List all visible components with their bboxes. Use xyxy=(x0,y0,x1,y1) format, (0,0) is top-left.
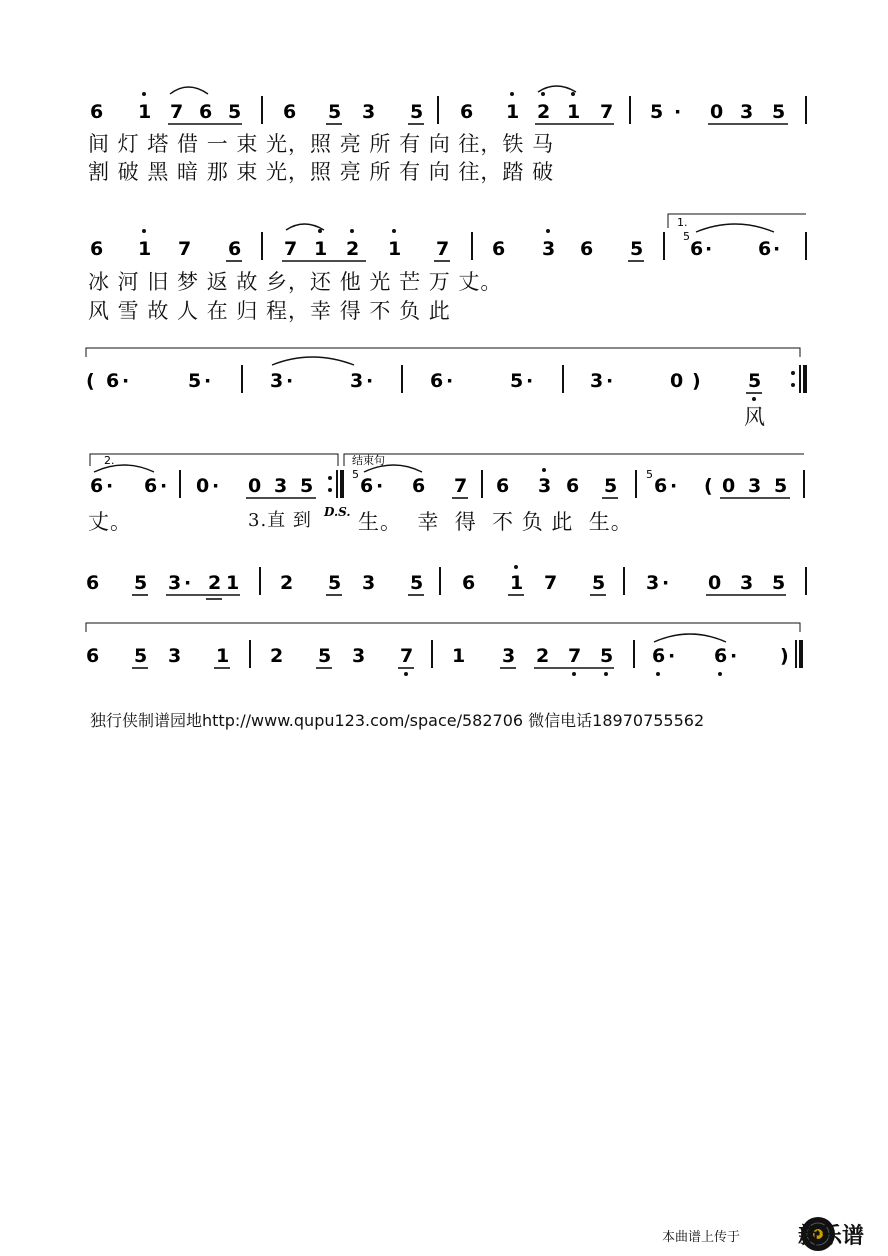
note: · xyxy=(705,238,713,260)
note: · xyxy=(376,475,384,497)
note: 1 xyxy=(226,572,240,594)
octave-dot xyxy=(318,229,322,233)
note: 5 xyxy=(774,475,788,497)
note: 2 xyxy=(270,645,284,667)
octave-dot-low xyxy=(404,672,408,676)
note: 3 xyxy=(542,238,556,260)
note: 6 xyxy=(228,238,242,260)
note: 3 xyxy=(538,475,552,497)
octave-dot xyxy=(541,92,545,96)
note: 3 xyxy=(748,475,762,497)
octave-dot xyxy=(542,468,546,472)
slur xyxy=(272,357,354,365)
note: 0 xyxy=(708,572,722,594)
note: 0 xyxy=(722,475,736,497)
note: 3 xyxy=(352,645,366,667)
note: · xyxy=(212,475,220,497)
note: 0 xyxy=(710,101,724,123)
note: · xyxy=(106,475,114,497)
note: 6 xyxy=(654,475,668,497)
note: · xyxy=(122,370,130,392)
note: 3 xyxy=(168,645,182,667)
note: 5 xyxy=(772,101,786,123)
repeat-dot xyxy=(328,476,332,480)
repeat-dot xyxy=(791,383,795,387)
note: · xyxy=(286,370,294,392)
ds-marking: D.S. xyxy=(324,505,351,519)
ending-label: 结束句 xyxy=(352,454,385,467)
note: 5 xyxy=(328,572,342,594)
note: 2 xyxy=(280,572,294,594)
note: · xyxy=(668,645,676,667)
note: 7 xyxy=(454,475,468,497)
score-system-6 xyxy=(0,620,888,710)
octave-dot xyxy=(350,229,354,233)
octave-dot xyxy=(514,565,518,569)
slur xyxy=(170,87,208,94)
lyric-line-4a: 丈。 xyxy=(88,510,132,534)
note: 7 xyxy=(178,238,192,260)
note: 6 xyxy=(199,101,213,123)
note: 5 xyxy=(600,645,614,667)
notation-system-3 xyxy=(0,345,888,455)
note: 6 xyxy=(86,645,100,667)
note: 6 xyxy=(566,475,580,497)
note: 3 xyxy=(350,370,364,392)
note: ) xyxy=(780,645,789,667)
note: 7 xyxy=(170,101,184,123)
note: 3 xyxy=(740,572,754,594)
note: 5 xyxy=(134,645,148,667)
note: 6 xyxy=(90,101,104,123)
note: 3 xyxy=(362,572,376,594)
octave-dot-low xyxy=(656,672,660,676)
upload-caption: 本曲谱上传于 xyxy=(662,1230,741,1245)
volta-label: 1. xyxy=(677,216,688,229)
note: 1 xyxy=(506,101,520,123)
note: 6 xyxy=(580,238,594,260)
note: 7 xyxy=(600,101,614,123)
credit-footer: 独行侠制谱园地http://www.qupu123.com/space/582706 微信电话18970755562 xyxy=(90,711,705,730)
note: 1 xyxy=(388,238,402,260)
note: 5 xyxy=(134,572,148,594)
note: · xyxy=(674,101,682,123)
note: 7 xyxy=(284,238,298,260)
note: 3 xyxy=(270,370,284,392)
note: 1 xyxy=(216,645,230,667)
octave-dot xyxy=(392,229,396,233)
note: 6 xyxy=(106,370,120,392)
lyric-line-4b: 3.直 到 xyxy=(248,510,312,531)
bracket-line xyxy=(86,623,800,632)
note: · xyxy=(730,645,738,667)
note: 3 xyxy=(362,101,376,123)
repeat-dot xyxy=(328,488,332,492)
bracket-line xyxy=(86,348,800,357)
note: 7 xyxy=(544,572,558,594)
note: 3 xyxy=(274,475,288,497)
note: 7 xyxy=(400,645,414,667)
note: 5 xyxy=(592,572,606,594)
note: · xyxy=(606,370,614,392)
note: 6 xyxy=(714,645,728,667)
note: 6 xyxy=(652,645,666,667)
grace-note: 5 xyxy=(683,230,690,243)
note: · xyxy=(662,572,670,594)
octave-dot xyxy=(510,92,514,96)
note: 5 xyxy=(748,370,762,392)
slur xyxy=(286,224,324,230)
slur xyxy=(94,465,154,472)
volta-bracket xyxy=(668,214,806,228)
volta-label: 2. xyxy=(104,454,115,467)
note: 1 xyxy=(314,238,328,260)
note: 5 xyxy=(328,101,342,123)
brand-logo-text[interactable]: 新乐谱 xyxy=(798,1224,865,1249)
slur xyxy=(538,86,576,92)
octave-dot xyxy=(142,92,146,96)
note: 6 xyxy=(492,238,506,260)
note: 1 xyxy=(138,238,152,260)
note: 0 xyxy=(670,370,684,392)
note: 6 xyxy=(430,370,444,392)
ending-bracket xyxy=(344,454,804,466)
note: 5 xyxy=(772,572,786,594)
octave-dot xyxy=(571,92,575,96)
note: 5 xyxy=(510,370,524,392)
octave-dot xyxy=(142,229,146,233)
note: 3 xyxy=(590,370,604,392)
note: 6 xyxy=(758,238,772,260)
lyric-line-1a: 间 灯 塔 借 一 束 光，照 亮 所 有 向 往，铁 马 xyxy=(88,132,555,156)
note: · xyxy=(773,238,781,260)
note: · xyxy=(446,370,454,392)
note: 6 xyxy=(144,475,158,497)
note: 1 xyxy=(138,101,152,123)
note: 3 xyxy=(740,101,754,123)
note: ) xyxy=(692,370,701,392)
octave-dot-low xyxy=(718,672,722,676)
note: 6 xyxy=(86,572,100,594)
note: 5 xyxy=(410,572,424,594)
note: 2 xyxy=(208,572,222,594)
note: 6 xyxy=(90,238,104,260)
octave-dot xyxy=(546,229,550,233)
note: · xyxy=(670,475,678,497)
note: 6 xyxy=(360,475,374,497)
note: 5 xyxy=(300,475,314,497)
octave-dot-low xyxy=(604,672,608,676)
note: 6 xyxy=(412,475,426,497)
lyric-line-4c: 生。 幸 得 不 负 此 生。 xyxy=(358,510,633,534)
note: 7 xyxy=(436,238,450,260)
note: 3 xyxy=(646,572,660,594)
note: 1 xyxy=(452,645,466,667)
note: 5 xyxy=(410,101,424,123)
note: 6 xyxy=(690,238,704,260)
note: 3 xyxy=(502,645,516,667)
grace-note: 5 xyxy=(352,468,359,481)
note: 7 xyxy=(568,645,582,667)
note: 5 xyxy=(318,645,332,667)
note: · xyxy=(366,370,374,392)
volta-bracket xyxy=(90,454,338,466)
note: 5 xyxy=(188,370,202,392)
note: 6 xyxy=(460,101,474,123)
repeat-dot xyxy=(791,371,795,375)
note: · xyxy=(184,572,192,594)
note: 5 xyxy=(650,101,664,123)
notation-system-5 xyxy=(0,555,888,615)
lyric-line-1b: 割 破 黑 暗 那 束 光，照 亮 所 有 向 往，踏 破 xyxy=(88,160,555,184)
note: 6 xyxy=(283,101,297,123)
note: 0 xyxy=(248,475,262,497)
note: 5 xyxy=(228,101,242,123)
note: 6 xyxy=(496,475,510,497)
lyric-line-2a: 冰 河 旧 梦 返 故 乡，还 他 光 芒 万 丈。 xyxy=(88,270,503,294)
note: 5 xyxy=(604,475,618,497)
slur xyxy=(654,634,726,642)
note: 1 xyxy=(510,572,524,594)
note: 1 xyxy=(567,101,581,123)
octave-dot-low xyxy=(572,672,576,676)
note: · xyxy=(204,370,212,392)
lyric-line-3: 风 xyxy=(744,405,766,429)
note: 5 xyxy=(630,238,644,260)
grace-note: 5 xyxy=(646,468,653,481)
note: 2 xyxy=(346,238,360,260)
note: 2 xyxy=(536,645,550,667)
note: 2 xyxy=(537,101,551,123)
note: · xyxy=(160,475,168,497)
note: ( xyxy=(86,370,95,392)
slur xyxy=(696,224,774,232)
lyric-line-2b: 风 雪 故 人 在 归 程，幸 得 不 负 此 xyxy=(88,299,451,323)
note: 6 xyxy=(90,475,104,497)
note: 6 xyxy=(462,572,476,594)
note: 3 xyxy=(168,572,182,594)
notation-system-6 xyxy=(0,620,888,690)
note: · xyxy=(526,370,534,392)
note: ( xyxy=(704,475,713,497)
note: 0 xyxy=(196,475,210,497)
notation-system-4 xyxy=(0,450,888,560)
